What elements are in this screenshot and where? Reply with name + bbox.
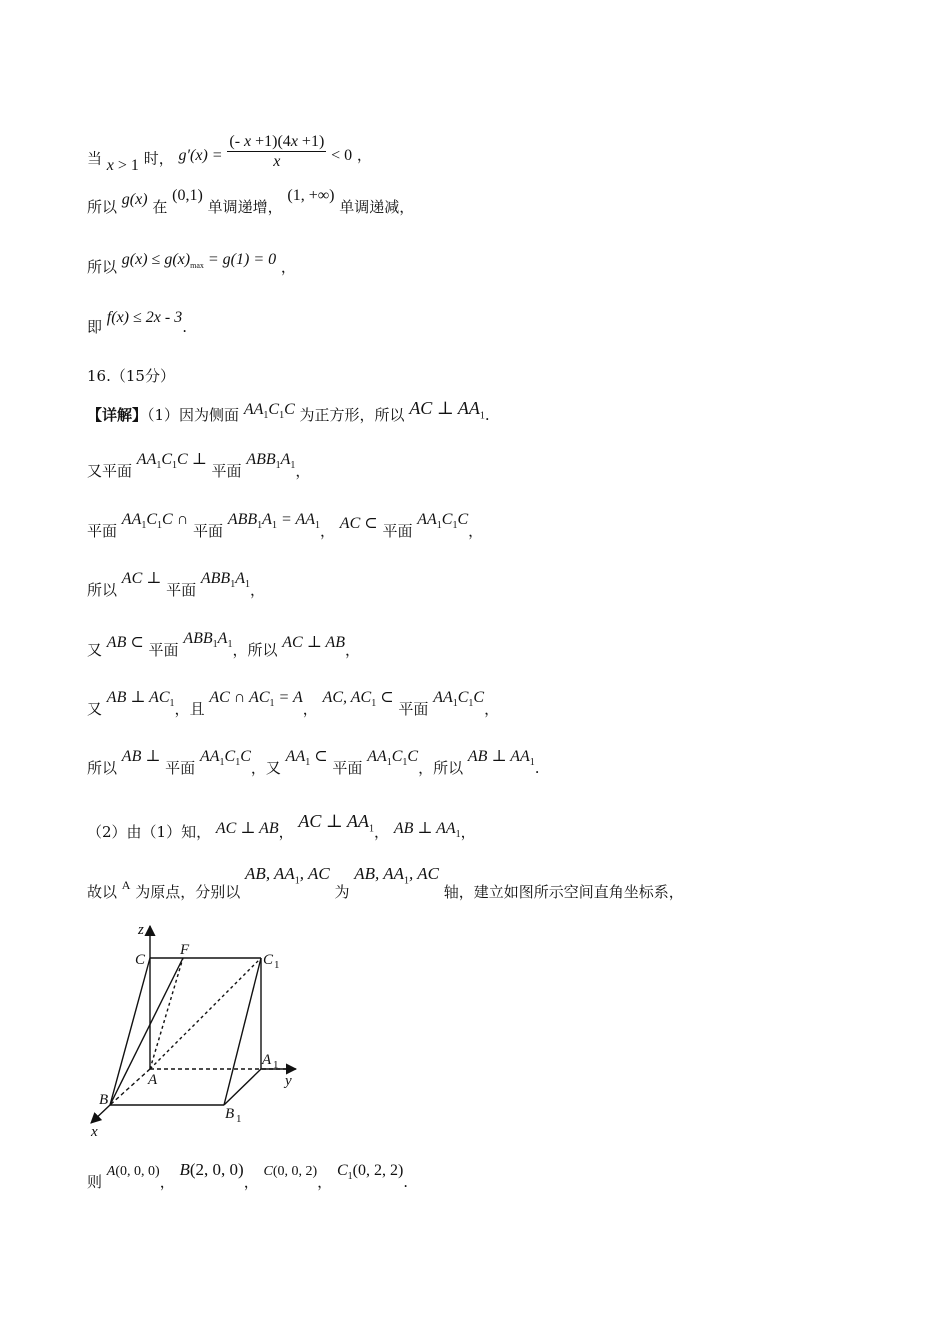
coordinate-figure: [85, 918, 315, 1140]
math-interval-01: (0,1): [172, 187, 203, 204]
math: $AA_1C_1C$: [199, 748, 251, 769]
math: AB, $AA_1$, AC: [245, 864, 330, 887]
text: 又平面: [87, 462, 133, 480]
text: ，: [174, 700, 190, 718]
math: B(2, 0, 0): [179, 1160, 244, 1179]
math: AB, $AA_1$, AC: [354, 864, 439, 887]
label-A1: A: [262, 1052, 272, 1068]
math: AB ⊥: [121, 748, 161, 765]
text: 由（1）知，: [126, 823, 212, 841]
line-6: [87, 451, 311, 484]
text: ，: [345, 641, 361, 659]
text: ，: [295, 462, 311, 480]
text: 为原点，分别以: [135, 883, 241, 901]
edge-B1-C1: [224, 958, 261, 1105]
text: ，: [317, 1173, 333, 1191]
text: ，: [232, 641, 248, 659]
text: 轴，建立如图所示空间直角坐标系，: [443, 883, 684, 901]
text: ，: [320, 522, 336, 540]
math-gprime: g′(x) =: [178, 146, 223, 164]
x-axis-dashed: [110, 1069, 150, 1105]
math: AB ⊥ $AA_1$: [467, 748, 535, 769]
label-y: y: [285, 1073, 292, 1089]
text: 所以: [87, 581, 118, 599]
text: .: [403, 1173, 409, 1191]
detail-tag: 【详解】: [87, 406, 148, 424]
problem-score: （15分）: [110, 367, 175, 385]
math: $ABB_1A_1$: [200, 570, 250, 591]
text: 又: [265, 759, 281, 777]
text: 所以: [87, 759, 118, 777]
text: 即: [87, 318, 103, 336]
line-2: [87, 187, 415, 217]
math: A(0, 0, 0): [106, 1164, 160, 1179]
math: $AA_1C_1C$: [243, 401, 295, 422]
text: ，: [249, 581, 265, 599]
math: AB ⊥ $AA_1$: [393, 820, 461, 841]
text: .: [534, 759, 540, 777]
math-lt-0: < 0: [331, 146, 353, 164]
math: AC ⊥ AB: [282, 634, 345, 651]
text: 所以: [87, 258, 118, 276]
math: A: [121, 878, 131, 892]
text: 平面: [166, 581, 197, 599]
text: ，: [278, 823, 294, 841]
math: $AA_1C_1C$ ∩: [121, 511, 189, 532]
math-interval-1-inf: (1, +∞): [287, 187, 335, 204]
label-C: C: [135, 952, 146, 968]
text: 平面: [382, 522, 413, 540]
text: 平面: [332, 759, 363, 777]
text: 为正方形，所以: [299, 406, 405, 424]
text: 所以: [433, 759, 464, 777]
text: 为: [334, 883, 350, 901]
text: 又: [87, 641, 103, 659]
text: （2）: [87, 823, 127, 841]
text: 平面: [148, 641, 179, 659]
math: AC ⊥ $AA_1$: [298, 811, 375, 835]
math: > 1: [113, 156, 139, 174]
math-gx: g(x): [121, 191, 148, 208]
text: 所以: [247, 641, 278, 659]
text: ，: [243, 1173, 259, 1191]
text: 故以: [87, 883, 118, 901]
text: ，: [460, 823, 476, 841]
math: $AA_1C_1C$: [417, 511, 469, 532]
text: 时，: [143, 149, 174, 168]
edge-B-F: [110, 958, 183, 1105]
text: 单调递减，: [339, 198, 415, 216]
edge-A-C1: [150, 958, 261, 1069]
text: ，: [280, 258, 296, 276]
text: ，: [484, 700, 500, 718]
line-13: [87, 864, 684, 905]
math: $AA_1C_1C$: [367, 748, 419, 769]
line-9: [87, 630, 361, 663]
math: $ABB_1A_1 = AA_1$: [227, 511, 320, 532]
math: $ABB_1A_1$: [183, 630, 233, 651]
text: 在: [152, 198, 168, 216]
text: 平面: [165, 759, 196, 777]
text: 平面: [193, 522, 224, 540]
text: 所以: [87, 198, 118, 216]
text: ，: [356, 145, 372, 164]
math: AB ⊂: [106, 634, 144, 651]
math: C(0, 0, 2): [263, 1164, 318, 1179]
line-coords: [87, 1160, 409, 1195]
line-1: [87, 133, 372, 179]
math: $AA_1C_1C$ ⊥: [136, 451, 207, 472]
text: 又: [87, 700, 103, 718]
line-8: [87, 570, 265, 603]
math-fraction: $\frac{(- x +1)(4x +1)}{x}$: [229, 133, 325, 171]
math: AC ⊥ $AA_1$: [409, 398, 485, 422]
text: ，: [374, 823, 390, 841]
edge-B-C: [110, 958, 150, 1105]
math: AC ⊥: [121, 570, 162, 587]
line-7: [87, 511, 484, 544]
edge-B1-A1: [224, 1069, 261, 1105]
math: AC ⊂: [339, 515, 378, 532]
math: $C_1(0$, 2, 2): [336, 1162, 404, 1183]
text: 则: [87, 1173, 103, 1191]
label-F: F: [180, 942, 190, 958]
label-x: x: [91, 1124, 98, 1140]
text: 单调递增，: [207, 198, 283, 216]
text: ，: [418, 759, 434, 777]
math: AC ⊥ AB: [215, 820, 279, 837]
line-10: [87, 689, 500, 722]
text: .: [484, 406, 490, 424]
math-max: $g(x) \le g(x)_{max} = g(1) = 0$: [121, 251, 277, 271]
problem-number: 16.: [87, 367, 111, 385]
math: $ABB_1A_1$: [246, 451, 296, 472]
problem-heading: [87, 367, 175, 385]
text: 平面: [398, 700, 429, 718]
text: 平面: [87, 522, 118, 540]
math: $AA_1$ ⊂: [285, 748, 328, 769]
text: ，: [302, 700, 318, 718]
text: ，: [250, 759, 266, 777]
line-11: [87, 748, 540, 781]
line-3: [87, 251, 296, 279]
label-B1: B: [225, 1106, 235, 1122]
label-C1: C: [263, 952, 274, 968]
label-C1-sub: 1: [274, 959, 280, 971]
math: AC ∩ $AC_1 = A$: [209, 689, 303, 710]
label-B: B: [99, 1092, 109, 1108]
text: 且: [189, 700, 205, 718]
label-B1-sub: 1: [236, 1113, 242, 1125]
math-x-gt-1: x: [106, 156, 114, 174]
line-part2: [87, 811, 476, 846]
text: （1）因为侧面: [147, 406, 240, 424]
math-fx: f(x) ≤ 2x - 3: [106, 309, 183, 326]
line-4: [87, 309, 187, 337]
text: 平面: [211, 462, 242, 480]
label-A1-sub: 1: [273, 1059, 279, 1071]
text: ，: [468, 522, 484, 540]
line-part1: [87, 398, 490, 429]
label-A: A: [148, 1072, 158, 1088]
text: .: [182, 318, 187, 336]
label-z: z: [138, 922, 144, 938]
text: ，: [159, 1173, 175, 1191]
text: 当: [87, 149, 103, 168]
math: $AA_1C_1C$: [433, 689, 485, 710]
math: AB ⊥ $AC_1$: [106, 689, 175, 710]
math: AC, $AC_1$ ⊂: [322, 689, 394, 710]
